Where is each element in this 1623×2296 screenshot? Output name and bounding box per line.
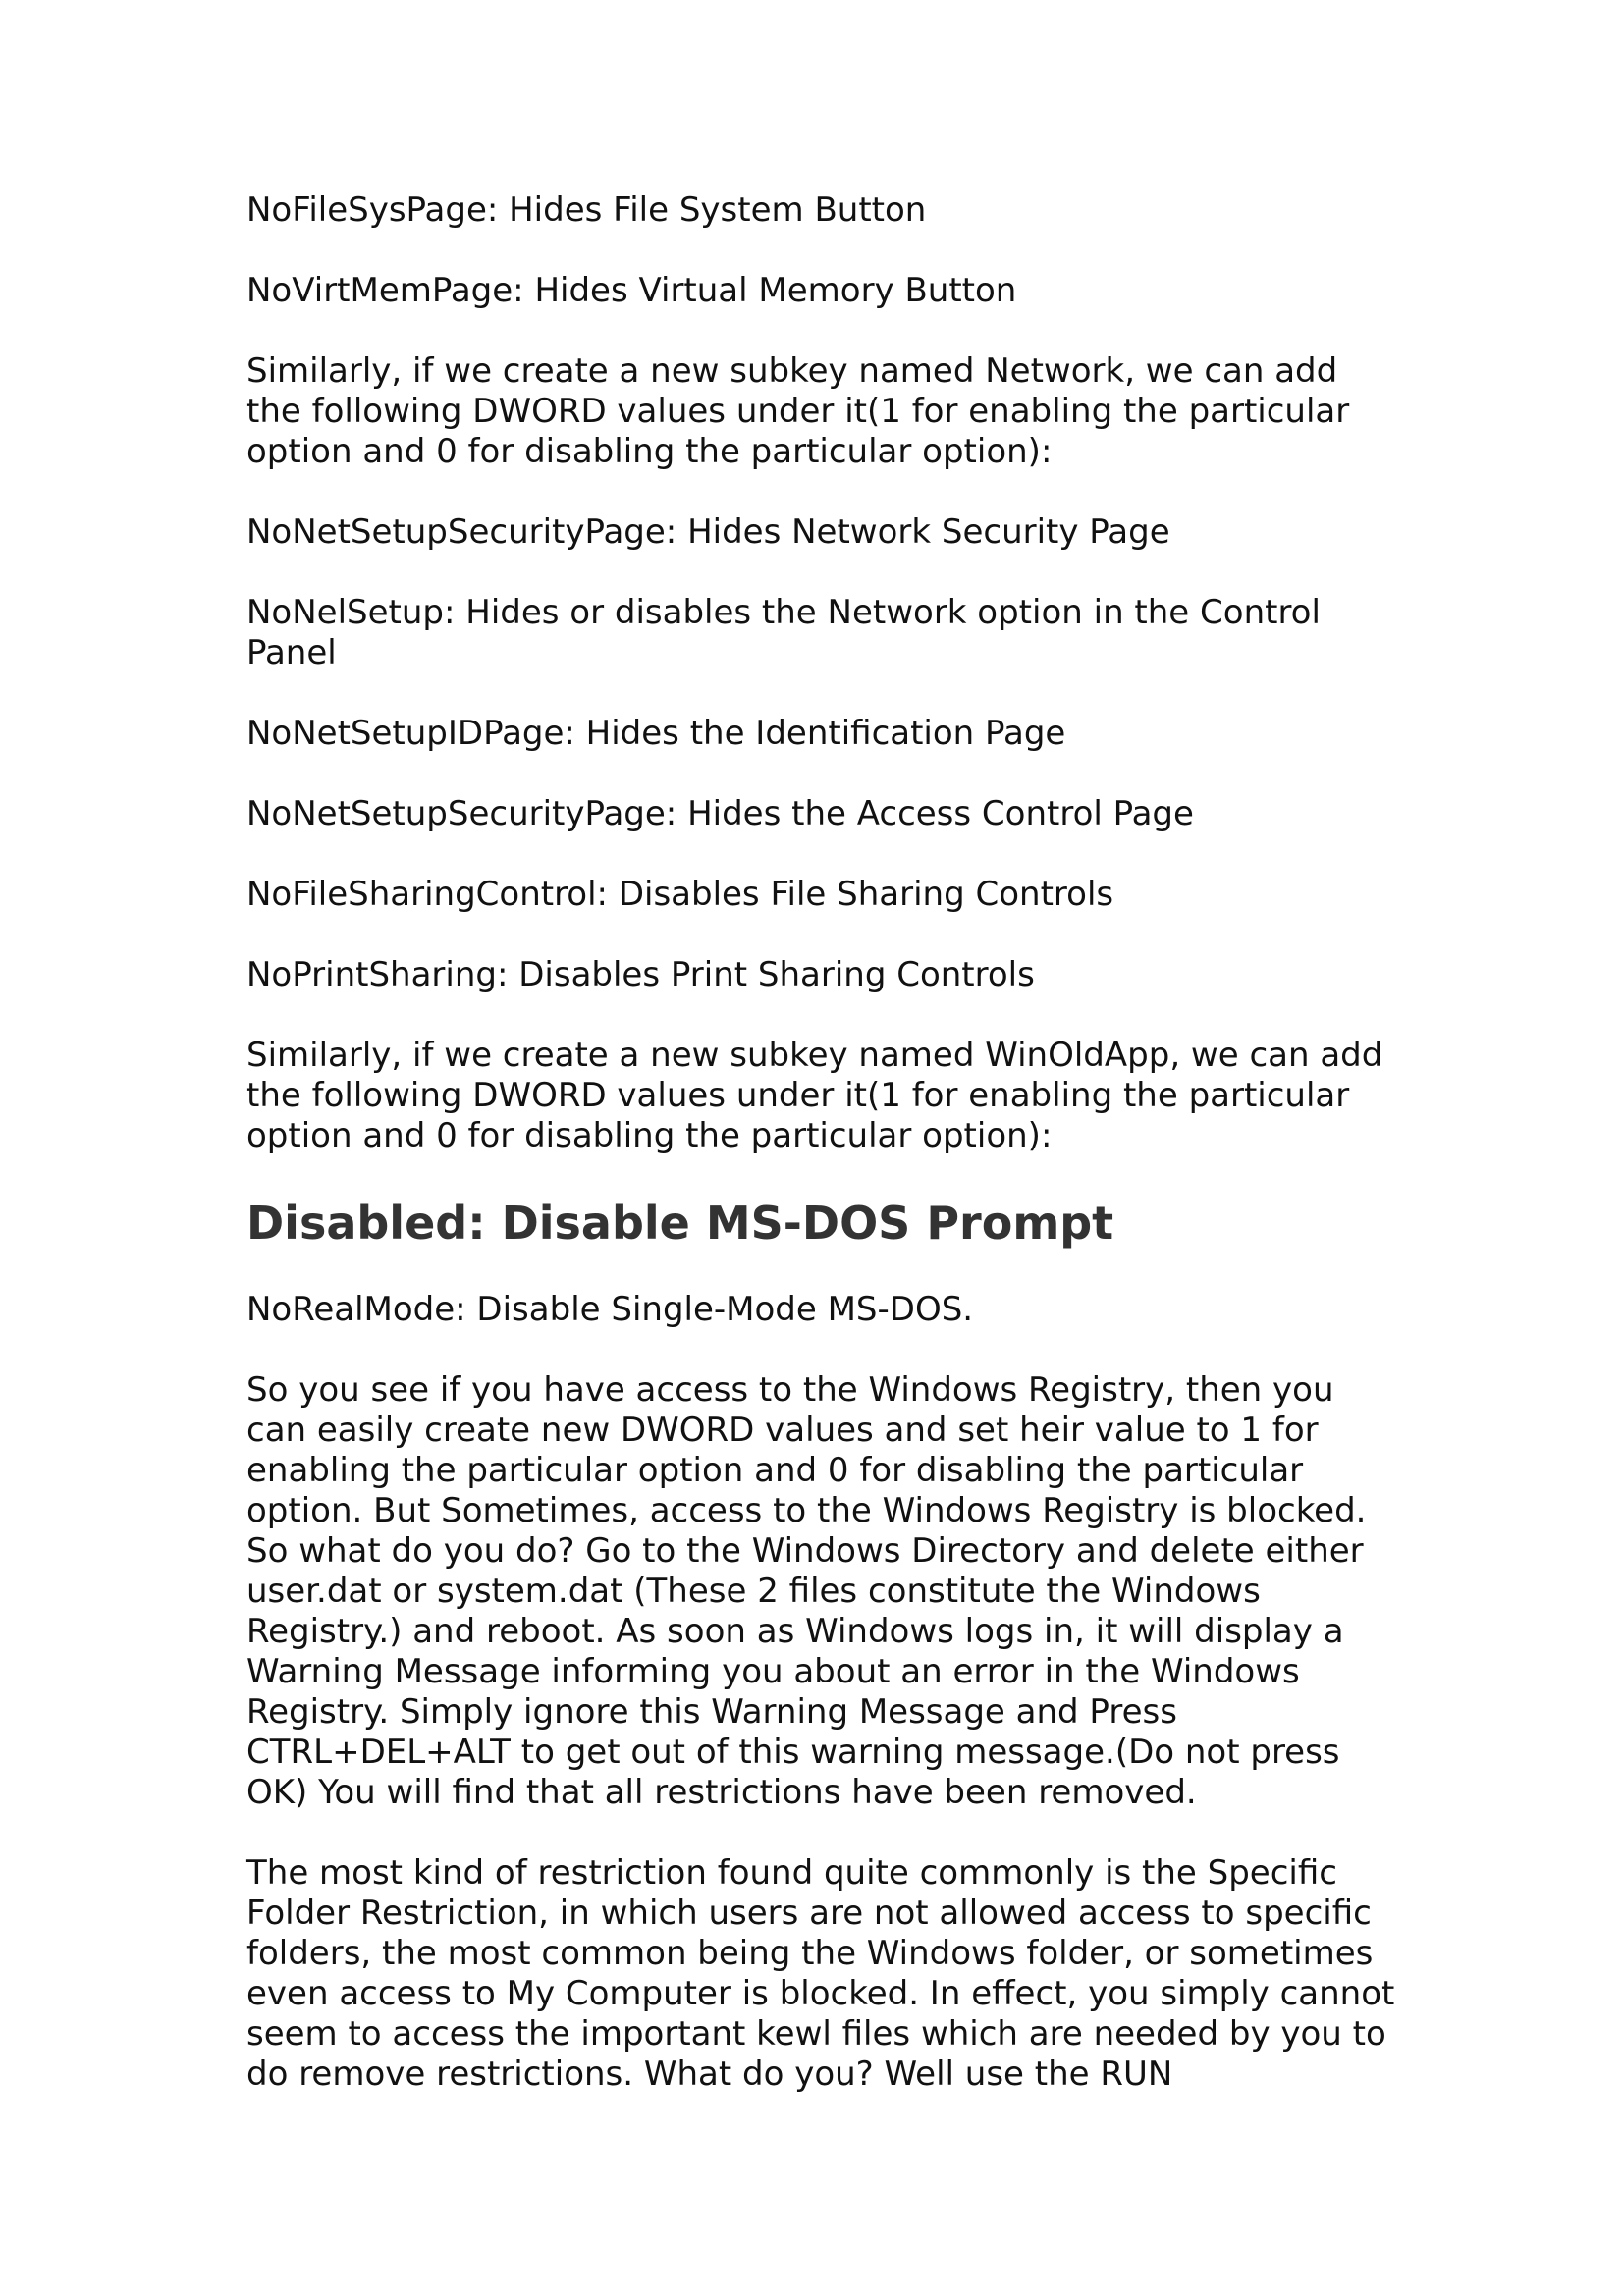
paragraph-nofilesyspage: NoFileSysPage: Hides File System Button	[246, 190, 927, 230]
paragraph-nonetsetupidpage: NoNetSetupIDPage: Hides the Identification Page	[246, 714, 1066, 753]
paragraph-access-control-page: NoNetSetupSecurityPage: Hides the Access Control Page	[246, 794, 1194, 833]
paragraph-winoldapp-subkey: Similarly, if we create a new subkey named WinOldApp, we can add the following DWORD values under it(1 for enabling the particular option and 0 for disabling the particular option):	[246, 1036, 1383, 1155]
paragraph-network-subkey: Similarly, if we create a new subkey named Network, we can add the following DWORD values under it(1 for enabling the particular option and 0 for disabling the particular option):	[246, 351, 1350, 471]
paragraph-norealmode: NoRealMode: Disable Single-Mode MS-DOS.	[246, 1290, 974, 1329]
paragraph-folder-restriction: The most kind of restriction found quite commonly is the Specific Folder Restriction, in which users are not allowed access to specific folders, the most common being the Windows folder, or sometimes even access to My Computer is blocked. In effect, you simply cannot seem to access the important kewl files which are needed by you to do remove restrictions. What do you? Well use the RUN	[246, 1853, 1395, 2094]
document-page	[246, 190, 1400, 2135]
paragraph-nofilesharingcontrol: NoFileSharingControl: Disables File Sharing Controls	[246, 875, 1114, 914]
paragraph-nonetsetupsecuritypage: NoNetSetupSecurityPage: Hides Network Security Page	[246, 512, 1170, 552]
paragraph-registry-access: So you see if you have access to the Windows Registry, then you can easily create new DWORD values and set heir value to 1 for enabling the particular option and 0 for disabling the particular option. But Sometimes, access to the Windows Registry is blocked. So what do you do? Go to the Windows Directory and delete either user.dat or system.dat (These 2 files constitute the Windows Registry.) and reboot. As soon as Windows logs in, it will display a Warning Message informing you about an error in the Windows Registry. Simply ignore this Warning Message and Press CTRL+DEL+ALT to get out of this warning message.(Do not press OK) You will find that all restrictions have been removed.	[246, 1370, 1367, 1812]
paragraph-nonelsetup: NoNelSetup: Hides or disables the Network option in the Control Panel	[246, 593, 1321, 672]
paragraph-novirtmempage: NoVirtMemPage: Hides Virtual Memory Button	[246, 271, 1017, 310]
section-heading: Disabled: Disable MS-DOS Prompt	[246, 1197, 1114, 1250]
paragraph-noprintsharing: NoPrintSharing: Disables Print Sharing Controls	[246, 955, 1035, 994]
